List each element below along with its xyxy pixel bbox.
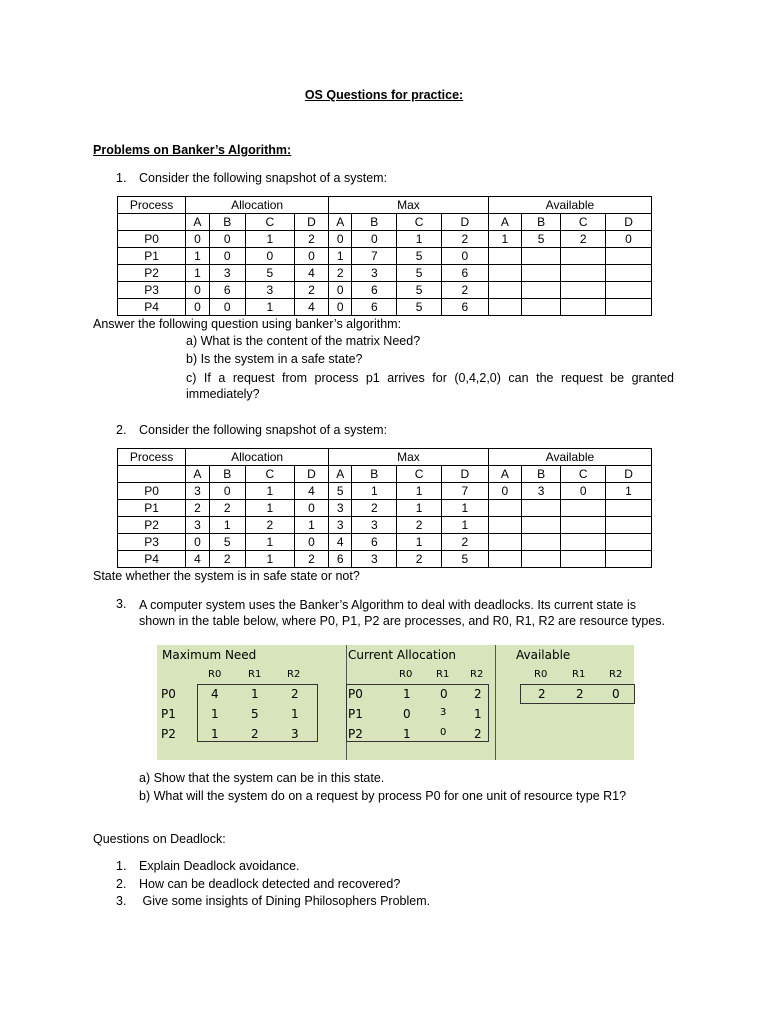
max-cell: 5	[441, 551, 488, 568]
table-row	[118, 500, 652, 517]
current-alloc-cell: 1	[403, 727, 411, 741]
column-header: A	[186, 466, 209, 483]
process-name: P3	[118, 282, 186, 299]
max-cell: 6	[441, 265, 488, 282]
avail-header-r2: R2	[609, 669, 623, 680]
available-cell	[488, 282, 521, 299]
available-cell	[606, 517, 652, 534]
column-header: C	[397, 214, 442, 231]
q1-question-a: a) What is the content of the matrix Need?	[186, 334, 421, 348]
column-header: C	[245, 466, 294, 483]
max-need-cell: 4	[211, 687, 219, 701]
max-cell: 1	[397, 500, 442, 517]
process-name: P1	[118, 248, 186, 265]
current-alloc-cell: 0	[440, 687, 448, 701]
column-header: A	[186, 214, 209, 231]
allocation-cell: 3	[209, 265, 245, 282]
allocation-cell: 2	[294, 231, 328, 248]
column-header: B	[209, 214, 245, 231]
max-cell: 6	[352, 282, 397, 299]
q3-cur-p1-label: P1	[348, 707, 363, 721]
available-cell	[606, 500, 652, 517]
allocation-cell: 1	[294, 517, 328, 534]
q2-intro: Consider the following snapshot of a system:	[139, 423, 388, 437]
page-title: OS Questions for practice:	[304, 88, 464, 102]
allocation-cell: 1	[245, 231, 294, 248]
process-name: P4	[118, 551, 186, 568]
allocation-cell: 1	[245, 534, 294, 551]
column-header: B	[352, 214, 397, 231]
process-name: P0	[118, 231, 186, 248]
q1-answer-intro: Answer the following question using banker’s algorithm:	[93, 317, 402, 331]
allocation-header: Allocation	[186, 449, 329, 466]
column-header: B	[521, 466, 560, 483]
table-row	[118, 248, 652, 265]
max-need-cell: 1	[291, 707, 299, 721]
available-cell	[521, 265, 560, 282]
max-cell: 3	[328, 500, 351, 517]
allocation-cell: 0	[209, 299, 245, 316]
max-cell: 5	[397, 248, 442, 265]
available-cell	[521, 534, 560, 551]
current-alloc-cell: 0	[440, 727, 447, 738]
max-cell: 2	[397, 551, 442, 568]
available-cell: 2	[561, 231, 606, 248]
allocation-cell: 1	[245, 500, 294, 517]
max-need-cell: 1	[211, 707, 219, 721]
allocation-cell: 1	[245, 551, 294, 568]
max-cell: 1	[397, 231, 442, 248]
q1-snapshot-table	[117, 196, 652, 316]
q1-question-b: b) Is the system in a safe state?	[186, 352, 363, 366]
max-need-cell: 1	[251, 687, 259, 701]
q3-question-a: a) Show that the system can be in this state.	[139, 771, 385, 785]
allocation-header: Allocation	[186, 197, 329, 214]
available-cell: 2	[538, 687, 546, 701]
max-cell: 4	[328, 534, 351, 551]
available-cell	[521, 248, 560, 265]
available-cell	[521, 282, 560, 299]
column-header: A	[328, 466, 351, 483]
available-cell	[606, 551, 652, 568]
max-cell: 6	[328, 551, 351, 568]
table-row	[118, 231, 652, 248]
available-cell	[488, 299, 521, 316]
available-cell	[488, 500, 521, 517]
avail-header-r0: R0	[534, 669, 548, 680]
available-cell	[561, 299, 606, 316]
available-cell	[561, 500, 606, 517]
deadlock-q2: How can be deadlock detected and recovered?	[139, 877, 401, 891]
table-row	[118, 551, 652, 568]
max-cell: 2	[328, 265, 351, 282]
max-cell: 2	[441, 534, 488, 551]
max-cell: 3	[352, 551, 397, 568]
q1-number: 1.	[116, 171, 127, 185]
allocation-cell: 0	[186, 534, 209, 551]
allocation-cell: 1	[186, 248, 209, 265]
available-cell	[488, 551, 521, 568]
max-header-r1: R1	[248, 669, 262, 680]
q3-row-p0-label: P0	[161, 687, 176, 701]
table-row	[118, 483, 652, 500]
max-cell: 5	[397, 299, 442, 316]
q3-resource-table	[157, 645, 634, 760]
deadlock-q1: Explain Deadlock avoidance.	[139, 859, 300, 873]
allocation-cell: 0	[294, 500, 328, 517]
available-cell	[606, 534, 652, 551]
process-name: P4	[118, 299, 186, 316]
max-need-cell: 2	[291, 687, 299, 701]
max-cell: 1	[441, 517, 488, 534]
allocation-cell: 4	[186, 551, 209, 568]
available-cell	[521, 517, 560, 534]
max-cell: 0	[441, 248, 488, 265]
max-need-cell: 3	[291, 727, 299, 741]
current-alloc-cell: 1	[474, 707, 482, 721]
allocation-cell: 5	[209, 534, 245, 551]
available-cell: 0	[488, 483, 521, 500]
available-cell	[561, 248, 606, 265]
max-cell: 5	[328, 483, 351, 500]
max-header: Max	[328, 449, 488, 466]
deadlock-q2-number: 2.	[116, 877, 127, 891]
q3-row-p2-label: P2	[161, 727, 176, 741]
max-cell: 6	[441, 299, 488, 316]
avail-header-r1: R1	[572, 669, 586, 680]
available-cell: 0	[606, 231, 652, 248]
max-cell: 7	[352, 248, 397, 265]
allocation-cell: 0	[245, 248, 294, 265]
available-cell	[521, 551, 560, 568]
available-cell: 0	[561, 483, 606, 500]
current-alloc-cell: 2	[474, 727, 482, 741]
max-cell: 0	[328, 299, 351, 316]
column-header: A	[488, 466, 521, 483]
column-header: C	[245, 214, 294, 231]
table-row	[118, 517, 652, 534]
process-name: P2	[118, 517, 186, 534]
max-cell: 3	[352, 517, 397, 534]
available-cell	[606, 282, 652, 299]
max-cell: 1	[397, 483, 442, 500]
q3-question-b: b) What will the system do on a request by process P0 for one unit of resource type R1?	[139, 789, 627, 803]
max-cell: 0	[328, 282, 351, 299]
column-header: A	[328, 214, 351, 231]
max-cell: 5	[397, 265, 442, 282]
q1-question-c: c) If a request from process p1 arrives for (0,4,2,0) can the request be granted immediately?	[186, 371, 674, 401]
available-cell	[606, 299, 652, 316]
allocation-cell: 2	[186, 500, 209, 517]
deadlock-q1-number: 1.	[116, 859, 127, 873]
max-cell: 6	[352, 299, 397, 316]
allocation-cell: 0	[186, 231, 209, 248]
deadlock-heading: Questions on Deadlock:	[93, 832, 226, 846]
available-cell	[561, 517, 606, 534]
max-cell: 2	[441, 231, 488, 248]
available-cell: 1	[488, 231, 521, 248]
max-cell: 1	[441, 500, 488, 517]
max-cell: 1	[397, 534, 442, 551]
available-cell: 1	[606, 483, 652, 500]
allocation-cell: 2	[294, 551, 328, 568]
column-header: B	[209, 466, 245, 483]
process-header: Process	[118, 449, 186, 466]
q3-text: A computer system uses the Banker’s Algorithm to deal with deadlocks. Its current state is shown in the table below, where P0, P1, P2 are processes, and R0, R1, R2 are resource types.	[139, 598, 665, 628]
allocation-cell: 1	[245, 483, 294, 500]
allocation-cell: 3	[245, 282, 294, 299]
deadlock-q3-number: 3.	[116, 894, 127, 908]
max-header-r2: R2	[287, 669, 301, 680]
allocation-cell: 0	[209, 231, 245, 248]
allocation-cell: 4	[294, 265, 328, 282]
max-cell: 5	[397, 282, 442, 299]
column-header: B	[521, 214, 560, 231]
max-need-cell: 2	[251, 727, 259, 741]
available-cell	[606, 248, 652, 265]
max-need-cell: 5	[251, 707, 259, 721]
available-cell	[488, 265, 521, 282]
current-alloc-cell: 1	[403, 687, 411, 701]
q2-number: 2.	[116, 423, 127, 437]
column-header: D	[441, 466, 488, 483]
q1-intro: Consider the following snapshot of a system:	[139, 171, 388, 185]
q2-snapshot-table	[117, 448, 652, 568]
column-header: B	[352, 466, 397, 483]
allocation-cell: 4	[294, 483, 328, 500]
deadlock-q3: Give some insights of Dining Philosophers Problem.	[139, 894, 431, 908]
cur-header-r0: R0	[399, 669, 413, 680]
column-header: D	[294, 466, 328, 483]
available-header: Available	[488, 197, 651, 214]
q3-row-p1-label: P1	[161, 707, 176, 721]
allocation-cell: 4	[294, 299, 328, 316]
available-cell: 5	[521, 231, 560, 248]
allocation-cell: 2	[294, 282, 328, 299]
available-cell	[488, 534, 521, 551]
allocation-cell: 6	[209, 282, 245, 299]
current-alloc-cell: 0	[403, 707, 411, 721]
column-header: C	[397, 466, 442, 483]
q2-state-question: State whether the system is in safe state or not?	[93, 569, 360, 583]
max-cell: 1	[352, 483, 397, 500]
allocation-cell: 5	[245, 265, 294, 282]
column-header: A	[488, 214, 521, 231]
available-cell	[488, 248, 521, 265]
max-header: Max	[328, 197, 488, 214]
max-cell: 3	[352, 265, 397, 282]
available-cell	[606, 265, 652, 282]
allocation-cell: 3	[186, 483, 209, 500]
allocation-cell: 2	[245, 517, 294, 534]
available-cell: 0	[612, 687, 620, 701]
current-allocation-label: Current Allocation	[348, 648, 457, 662]
allocation-cell: 1	[245, 299, 294, 316]
q3-number: 3.	[116, 597, 127, 611]
max-cell: 6	[352, 534, 397, 551]
cur-header-r2: R2	[470, 669, 484, 680]
empty-cell	[118, 466, 186, 483]
allocation-cell: 0	[186, 282, 209, 299]
cur-header-r1: R1	[436, 669, 450, 680]
column-header: D	[606, 466, 652, 483]
max-need-label: Maximum Need	[162, 648, 257, 662]
q3-cur-p2-label: P2	[348, 727, 363, 741]
process-header: Process	[118, 197, 186, 214]
current-alloc-cell: 3	[440, 707, 447, 718]
available-cell	[488, 517, 521, 534]
max-cell: 0	[352, 231, 397, 248]
max-cell: 7	[441, 483, 488, 500]
table-row	[118, 534, 652, 551]
max-need-cell: 1	[211, 727, 219, 741]
column-header: D	[294, 214, 328, 231]
max-cell: 2	[352, 500, 397, 517]
table-row	[118, 299, 652, 316]
max-cell: 1	[328, 248, 351, 265]
process-name: P3	[118, 534, 186, 551]
max-cell: 2	[397, 517, 442, 534]
available-cell	[521, 500, 560, 517]
max-cell: 0	[328, 231, 351, 248]
empty-cell	[118, 214, 186, 231]
process-name: P1	[118, 500, 186, 517]
allocation-cell: 0	[209, 248, 245, 265]
allocation-cell: 1	[209, 517, 245, 534]
table-row	[118, 265, 652, 282]
max-cell: 3	[328, 517, 351, 534]
bankers-heading: Problems on Banker’s Algorithm:	[93, 143, 292, 157]
available-cell	[561, 534, 606, 551]
column-header: D	[441, 214, 488, 231]
allocation-cell: 2	[209, 551, 245, 568]
available-cell	[561, 551, 606, 568]
available-cell: 3	[521, 483, 560, 500]
available-cell	[561, 282, 606, 299]
available-label: Available	[516, 648, 571, 662]
column-header: D	[606, 214, 652, 231]
current-alloc-cell: 2	[474, 687, 482, 701]
available-cell	[521, 299, 560, 316]
allocation-cell: 3	[186, 517, 209, 534]
max-cell: 2	[441, 282, 488, 299]
allocation-cell: 0	[294, 248, 328, 265]
process-name: P2	[118, 265, 186, 282]
q3-cur-p0-label: P0	[348, 687, 363, 701]
available-header: Available	[488, 449, 651, 466]
allocation-cell: 2	[209, 500, 245, 517]
process-name: P0	[118, 483, 186, 500]
allocation-cell: 0	[294, 534, 328, 551]
column-header: C	[561, 214, 606, 231]
table-row	[118, 282, 652, 299]
allocation-cell: 0	[186, 299, 209, 316]
available-cell: 2	[576, 687, 584, 701]
available-cell	[561, 265, 606, 282]
column-header: C	[561, 466, 606, 483]
max-header-r0: R0	[208, 669, 222, 680]
allocation-cell: 1	[186, 265, 209, 282]
allocation-cell: 0	[209, 483, 245, 500]
